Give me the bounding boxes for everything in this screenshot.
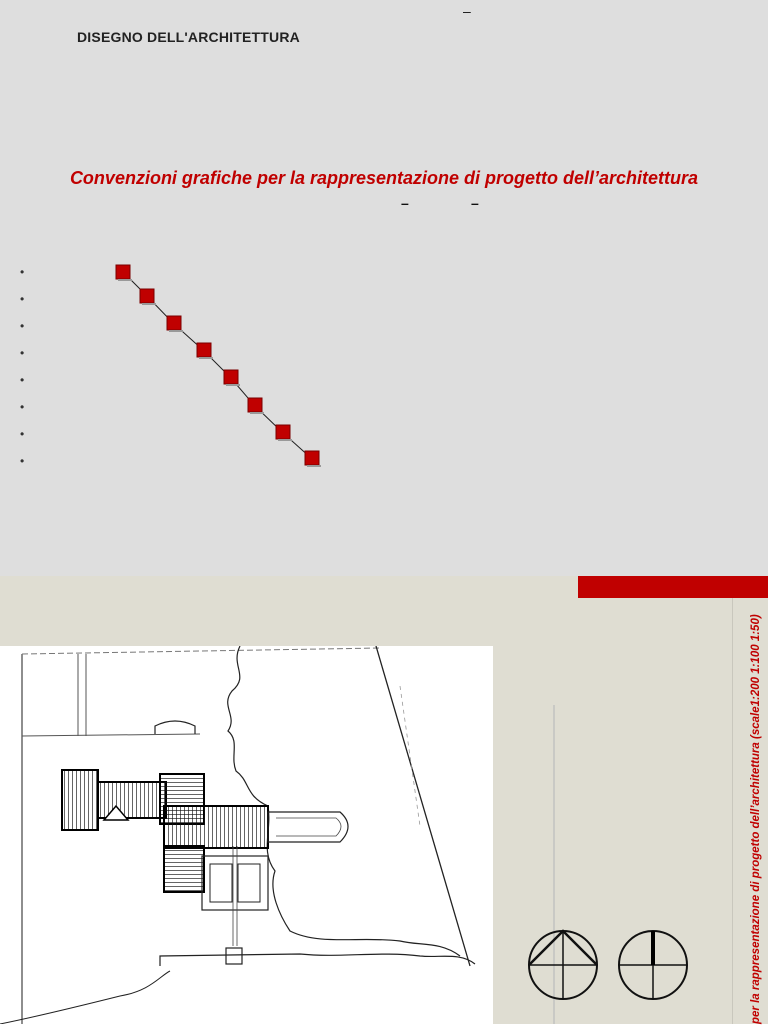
accent-red-bar (578, 576, 768, 598)
bullet-6: • (20, 400, 25, 414)
stair-marker (197, 343, 213, 359)
side-vertical-caption: per la rappresentazione di progetto dell’architettura (scale1:200 1:100 1:50) (750, 614, 762, 1024)
bullet-7: • (20, 427, 25, 441)
stair-marker (116, 265, 132, 281)
bullet-2: • (20, 292, 25, 306)
header-dash: – (463, 3, 471, 19)
stair-marker-diagram (100, 255, 340, 475)
stair-marker (167, 316, 183, 332)
stair-marker (276, 425, 292, 441)
title-dash-left: – (401, 195, 409, 211)
north-arrow-triangle-symbol (529, 931, 597, 999)
site-plan-drawing (0, 646, 493, 1024)
site-plan-svg (0, 646, 493, 1024)
bullet-1: • (20, 265, 25, 279)
header-title: DISEGNO DELL'ARCHITETTURA (77, 29, 300, 45)
bullet-5: • (20, 373, 25, 387)
north-symbols (520, 920, 700, 1010)
title-dash-right: – (471, 195, 479, 211)
north-arrow-line-symbol (619, 931, 687, 999)
stair-marker (248, 398, 264, 414)
main-title: Convenzioni grafiche per la rappresentazione di progetto dell’architettura (69, 168, 699, 188)
stair-marker (305, 451, 321, 467)
stair-marker (224, 370, 240, 386)
bullet-3: • (20, 319, 25, 333)
bullet-8: • (20, 454, 25, 468)
bullet-4: • (20, 346, 25, 360)
stair-marker (140, 289, 156, 305)
